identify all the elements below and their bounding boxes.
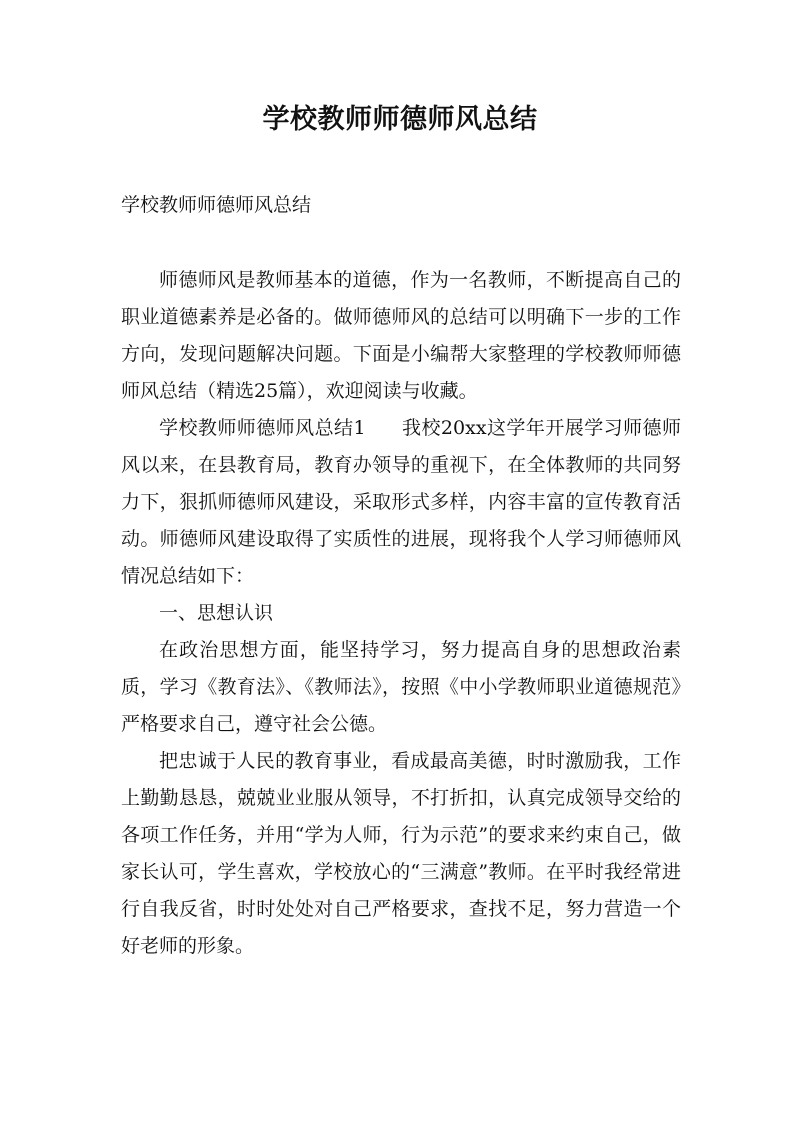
section-1-paragraph — [121, 410, 681, 595]
section-1-heading: 学校教师师德师风总结1 — [159, 417, 366, 439]
document-subtitle: 学校教师师德师风总结 — [121, 194, 312, 216]
loyalty-paragraph: 把忠诚于人民的教育事业，看成最高美德，时时激励我，工作上勤勤恳恳，兢兢业业服从领导，不打折扣，认真完成领导交给的各项工作任务，并用“学为人师，行为示范”的要求来约束自己，做家长认可，学生喜欢，学校放心的“三满意”教师。在平时我经常进行自我反省，时时处处对自己严格要求，查找不足，努力营造一个好老师的形象。 — [121, 750, 681, 957]
section-1-text: 我校20xx这学年开展学习师德师风以来，在县教育局，教育办领导的重视下，在全体教师的共同努力下，狠抓师德师风建设，采取形式多样，内容丰富的宣传教育活动。师德师风建设取得了实质性的进展，现将我个人学习师德师风情况总结如下： — [121, 417, 682, 587]
document-title: 学校教师师德师风总结 — [262, 104, 538, 135]
intro-paragraph: 师德师风是教师基本的道德，作为一名教师，不断提高自己的职业道德素养是必备的。做师德师风的总结可以明确下一步的工作方向，发现问题解决问题。下面是小编帮大家整理的学校教师师德师风总结（精选25篇），欢迎阅读与收藏。 — [121, 269, 681, 402]
subheading-thought: 一、思想认识 — [159, 602, 274, 624]
politics-paragraph: 在政治思想方面，能坚持学习，努力提高自身的思想政治素质，学习《教育法》、《教师法》，按照《中小学教师职业道德规范》严格要求自己，遵守社会公德。 — [121, 639, 681, 735]
document-body — [121, 262, 681, 965]
